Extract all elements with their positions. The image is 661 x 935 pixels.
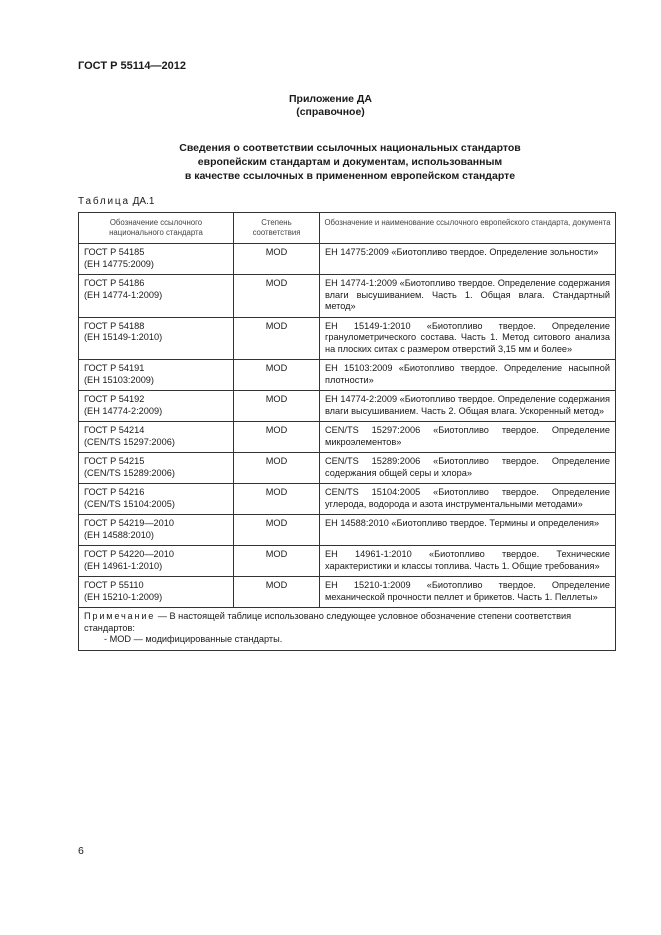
national-standard-line: (ЕН 14588:2010) (84, 529, 154, 540)
degree-cell: MOD (234, 453, 320, 484)
table-row (79, 422, 616, 453)
national-standard-line: (CEN/TS 15297:2006) (84, 436, 175, 447)
european-standard-cell: ЕН 14774-1:2009 «Биотопливо твердое. Определение содержания влаги высушиванием. Часть 1. Общая влага. Стандартный метод» (320, 275, 616, 318)
table-row (79, 275, 616, 318)
degree-cell: MOD (234, 577, 320, 608)
national-standard-line: (ЕН 15103:2009) (84, 374, 154, 385)
national-standard-cell (79, 391, 234, 422)
annex-heading (0, 93, 661, 119)
national-standard-line: ГОСТ Р 54185 (84, 247, 145, 257)
european-standard-cell: CEN/TS 15289:2006 «Биотопливо твердое. Определение содержания общей серы и хлора» (320, 453, 616, 484)
table-row (79, 577, 616, 608)
national-standard-line: ГОСТ Р 54216 (84, 487, 145, 497)
national-standard-line: ГОСТ Р 54186 (84, 278, 145, 288)
section-title-line: в качестве ссылочных в примененном европейском стандарте (184, 170, 516, 182)
annex-title: Приложение ДА (289, 93, 372, 105)
national-standard-cell (79, 422, 234, 453)
table-note (79, 608, 616, 651)
national-standard-cell (79, 546, 234, 577)
european-standard-cell: ЕН 14588:2010 «Биотопливо твердое. Термины и определения» (320, 515, 616, 546)
page-number: 6 (78, 845, 84, 857)
annex-subtitle: (справочное) (296, 106, 365, 118)
note-text: — В настоящей таблице использовано следующее условное обозначение степени соответствия стандартов: (84, 611, 572, 633)
european-standard-cell: CEN/TS 15104:2005 «Биотопливо твердое. Определение углерода, водорода и азота инструментальными методами» (320, 484, 616, 515)
degree-cell: MOD (234, 515, 320, 546)
european-standard-cell: ЕН 15149-1:2010 «Биотопливо твердое. Определение гранулометрического состава. Часть 1. Метод ситового анализа на плоских ситах с размером отверстий 3,15 мм и более» (320, 317, 616, 360)
european-standard-cell: ЕН 14775:2009 «Биотопливо твердое. Определение зольности» (320, 244, 616, 275)
correspondence-table (78, 212, 616, 651)
european-standard-cell: ЕН 15103:2009 «Биотопливо твердое. Определение насыпной плотности» (320, 360, 616, 391)
national-standard-cell (79, 244, 234, 275)
degree-cell: MOD (234, 391, 320, 422)
note-item: - MOD — модифицированные стандарты. (104, 634, 283, 644)
national-standard-cell (79, 484, 234, 515)
header-degree: Степень соответствия (234, 213, 320, 244)
national-standard-cell (79, 317, 234, 360)
national-standard-line: (ЕН 14961-1:2010) (84, 560, 163, 571)
national-standard-cell (79, 515, 234, 546)
table-row (79, 484, 616, 515)
note-label: Примечание (84, 611, 156, 621)
european-standard-cell: CEN/TS 15297:2006 «Биотопливо твердое. Определение микроэлементов» (320, 422, 616, 453)
table-row (79, 360, 616, 391)
national-standard-line: ГОСТ Р 54220—2010 (84, 549, 174, 559)
national-standard-line: (CEN/TS 15104:2005) (84, 498, 175, 509)
table-note-row (79, 608, 616, 651)
table-row (79, 244, 616, 275)
degree-cell: MOD (234, 422, 320, 453)
european-standard-cell: ЕН 15210-1:2009 «Биотопливо твердое. Определение механической прочности пеллет и брикетов. Часть 1. Пеллеты» (320, 577, 616, 608)
national-standard-line: ГОСТ Р 54192 (84, 394, 145, 404)
national-standard-line: ГОСТ Р 54219—2010 (84, 518, 174, 528)
national-standard-cell (79, 577, 234, 608)
national-standard-line: (ЕН 15210-1:2009) (84, 591, 163, 602)
national-standard-line: ГОСТ Р 54214 (84, 425, 145, 435)
european-standard-cell: ЕН 14774-2:2009 «Биотопливо твердое. Определение содержания влаги высушиванием. Часть 2. Общая влага. Ускоренный метод» (320, 391, 616, 422)
degree-cell: MOD (234, 484, 320, 515)
table-row (79, 317, 616, 360)
degree-cell: MOD (234, 360, 320, 391)
national-standard-line: ГОСТ Р 54188 (84, 320, 145, 331)
header-national-standard: Обозначение ссылочного национального стандарта (79, 213, 234, 244)
table-caption-id: ДА.1 (132, 196, 155, 207)
degree-cell: MOD (234, 244, 320, 275)
national-standard-line: (ЕН 14774-2:2009) (84, 405, 163, 416)
degree-cell: MOD (234, 317, 320, 360)
table-caption (78, 196, 154, 207)
document-code: ГОСТ Р 55114—2012 (78, 60, 186, 72)
table-row (79, 515, 616, 546)
table-row (79, 453, 616, 484)
table-header-row (79, 213, 616, 244)
national-standard-line: (CEN/TS 15289:2006) (84, 467, 175, 478)
section-title (100, 141, 600, 183)
national-standard-line: ГОСТ Р 54215 (84, 456, 145, 466)
national-standard-line: (ЕН 15149-1:2010) (84, 332, 163, 342)
national-standard-line: ГОСТ Р 55110 (84, 580, 144, 590)
national-standard-cell (79, 453, 234, 484)
national-standard-line: ГОСТ Р 54191 (84, 363, 145, 373)
table-row (79, 546, 616, 577)
section-title-line: европейским стандартам и документам, использованным (197, 156, 503, 168)
european-standard-cell: ЕН 14961-1:2010 «Биотопливо твердое. Технические характеристики и классы топлива. Часть 1. Общие требования» (320, 546, 616, 577)
section-title-line: Сведения о соответствии ссылочных национальных стандартов (179, 142, 521, 154)
header-european-standard: Обозначение и наименование ссылочного европейского стандарта, документа (320, 213, 616, 244)
table-caption-label: Таблица (78, 196, 130, 207)
national-standard-line: (ЕН 14774-1:2009) (84, 289, 163, 300)
national-standard-cell (79, 360, 234, 391)
table-row (79, 391, 616, 422)
national-standard-cell (79, 275, 234, 318)
degree-cell: MOD (234, 275, 320, 318)
degree-cell: MOD (234, 546, 320, 577)
national-standard-line: (ЕН 14775:2009) (84, 258, 154, 269)
